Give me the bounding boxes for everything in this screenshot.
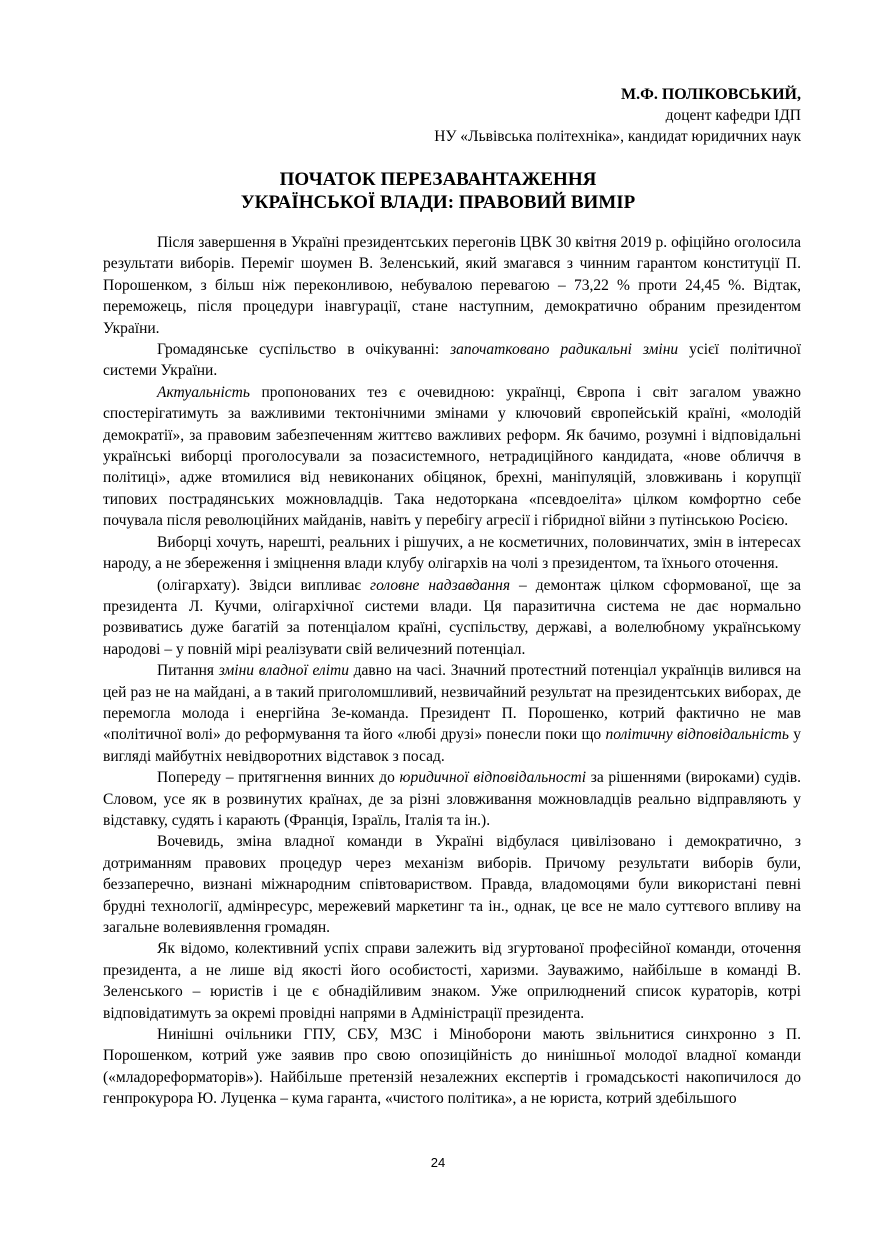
author-name: М.Ф. ПОЛІКОВСЬКИЙ,: [620, 86, 801, 103]
emphasis-text: започатковано радикальні зміни: [450, 341, 679, 359]
article-body: [103, 232, 801, 1110]
text-run: – демонтаж цілком сформованої, ще за президента Л. Кучми, олігархічної системи влади. Ця паразитична система не дає нормально розвиватись дуже багатій за потенціалом країні, суспільству, державі, а волелюбному українському народові – у повній мірі реалізувати свій величезний потенціал.: [103, 576, 802, 658]
emphasis-text: юридичної відповідальності: [399, 769, 587, 787]
article-title: [0, 168, 876, 214]
emphasis-text: політичну відповідальність: [605, 726, 789, 744]
text-run: Громадянське суспільство в очікуванні:: [157, 341, 451, 359]
paragraph-9: Як відомо, колективний успіх справи залежить від згуртованої професійної команди, оточення президента, а не лише від якості його особистості, харизми. Зауважимо, найбільше в команді В. Зеленського – юристів і це є обнадійливим знаком. Уже оприлюднений список кураторів, котрі відповідатимуть за окремі провідні напрями в Адміністрації президента.: [103, 940, 801, 1022]
title-line-1: ПОЧАТОК ПЕРЕЗАВАНТАЖЕННЯ: [279, 169, 597, 190]
author-affiliation: НУ «Львівська політехніка», кандидат юридичних наук: [434, 128, 801, 145]
title-line-2: УКРАЇНСЬКОЇ ВЛАДИ: ПРАВОВИЙ ВИМІР: [240, 192, 636, 213]
paragraph-4: Виборці хочуть, нарешті, реальних і рішучих, а не косметичних, половинчатих, змін в інтересах народу, а не збереження і зміцнення влади клубу олігархів на чолі з президентом, та їхнього оточення.: [103, 533, 801, 573]
text-run: давно на часі. Значний протестний потенціал українців вилився на цей раз не на майдані, а в такий приголомшливий, незвичайний результат на президентських виборах, де перемогла молода і енергійна Зе-команда. Президент П. Порошенко, котрий фактично не мав «політичної волі» до реформування та його «любі друзі» понесли поки що: [103, 662, 801, 744]
page-number: 24: [430, 1155, 446, 1170]
text-run: Попереду – притягнення винних до: [157, 769, 400, 787]
author-position: доцент кафедри ІДП: [665, 107, 801, 124]
emphasis-text: Актуальність: [157, 383, 250, 401]
paragraph-6: [103, 660, 801, 767]
paragraph-7: [103, 767, 801, 831]
author-block: [434, 84, 801, 147]
paragraph-1: Після завершення в Україні президентських перегонів ЦВК 30 квітня 2019 р. офіційно оголосила результати виборів. Переміг шоумен В. Зеленський, який змагався з чинним гарантом конституції П. Порошенком, з більш ніж переконливою, небувалою перевагою – 73,22 % проти 24,45 %. Відтак, переможець, після процедури інавгурації, стане наступним, демократично обраним президентом України.: [103, 234, 801, 337]
paragraph-2: [103, 339, 801, 382]
paragraph-5: [103, 575, 801, 661]
text-run: у вигляді майбутніх невідворотних відставок з посад.: [103, 726, 802, 765]
paragraph-3: [103, 382, 801, 532]
emphasis-text: головне надзавдання: [370, 576, 511, 594]
text-run: усієї політичної системи України.: [103, 341, 801, 380]
paragraph-10: Нинішні очільники ГПУ, СБУ, МЗС і Міноборони мають звільнитися синхронно з П. Порошенком, котрий уже заявив про свою опозиційність до нинішньої молодої владної команди («младореформаторів»). Найбільше претензій незалежних експертів і громадськості накопичилося до генпрокурора Ю. Луценка – кума гаранта, «чистого політика», а не юриста, котрий здебільшого: [103, 1026, 801, 1108]
emphasis-text: зміни владної еліти: [218, 662, 349, 680]
text-run: Питання: [157, 662, 219, 680]
paragraph-8: Вочевидь, зміна владної команди в Україні відбулася цивілізовано і демократично, з дотриманням правових процедур через механізм виборів. Причому результати виборів були, беззаперечно, визнані міжнародним співтовариством. Правда, владомоцями були використані певні брудні технології, адмінресурс, мережевий маркетинг та ін., однак, це все не мало суттєвого впливу на загальне волевиявлення громадян.: [103, 833, 801, 936]
text-run: за рішеннями (вироками) судів. Словом, усе як в розвинутих країнах, де за різні зловживання можновладців реально відправляють у відставку, судять і карають (Франція, Ізраїль, Італія та ін.).: [103, 769, 802, 829]
text-run: (олігархату). Звідси випливає: [157, 576, 371, 594]
text-run: пропонованих тез є очевидною: українці, Європа і світ загалом уважно спостерігатимуть за важливими тектонічними змінами у ключовий європейській країні, «молодій демократії», за правовим забезпеченням життєво важливих реформ. Як бачимо, розумні і відповідальні українські виборці проголосували за позасистемного, нетрадиційного кандидата, «нове обличчя в політиці», адже втомилися від невиконаних обіцянок, брехні, маніпуляцій, зловживань і корупції типових пострадянських можновладців. Така недоторкана «псевдоеліта» цілком комфортно себе почувала після революційних майданів, навіть у перебігу агресії і гібридної війни з путінською Росією.: [103, 383, 801, 530]
